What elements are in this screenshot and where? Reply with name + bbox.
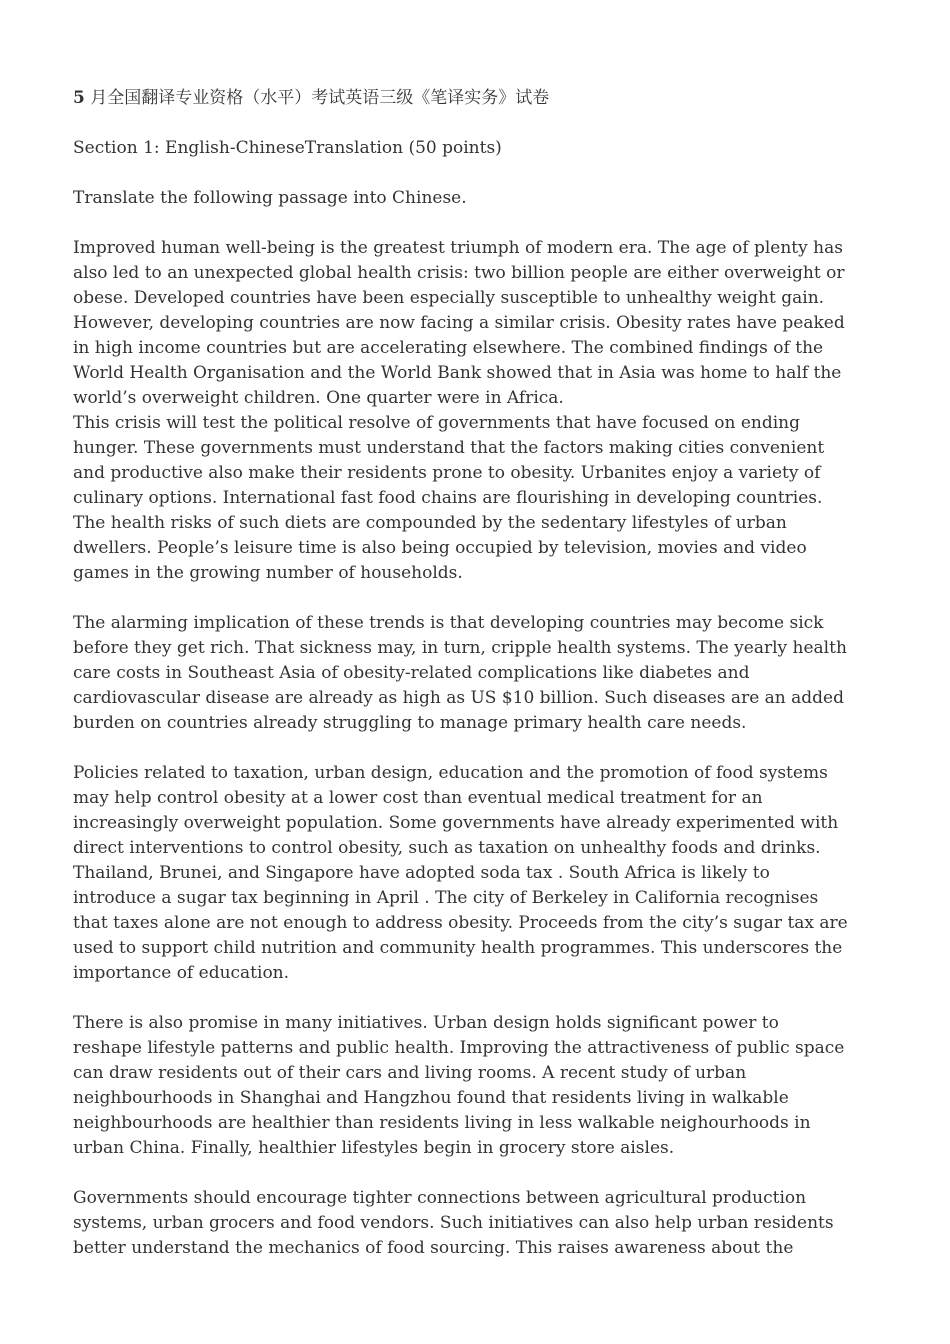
- spacer: [73, 1161, 881, 1186]
- paragraph-line: used to support child nutrition and community health programmes. This underscores the: [73, 938, 843, 958]
- passage: [73, 236, 881, 1261]
- paragraph-line: world’s overweight children. One quarter were in Africa.: [73, 388, 564, 408]
- paragraph-line: However, developing countries are now facing a similar crisis. Obesity rates have peaked: [73, 313, 845, 333]
- title-text: 月全国翻译专业资格（水平）考试英语三级《笔译实务》试卷: [90, 88, 550, 108]
- paragraph-line: reshape lifestyle patterns and public health. Improving the attractiveness of public space: [73, 1038, 845, 1058]
- paragraph-line: Governments should encourage tighter connections between agricultural production: [73, 1188, 807, 1208]
- paragraph-line: before they get rich. That sickness may, in turn, cripple health systems. The yearly health: [73, 638, 847, 658]
- paragraph-2: [73, 411, 881, 586]
- paragraph-line: Policies related to taxation, urban design, education and the promotion of food systems: [73, 763, 828, 783]
- paragraph-line: introduce a sugar tax beginning in April . The city of Berkeley in California recognises: [73, 888, 819, 908]
- paragraph-line: dwellers. People’s leisure time is also being occupied by television, movies and video: [73, 538, 807, 558]
- paragraph-line: There is also promise in many initiatives. Urban design holds significant power to: [73, 1013, 779, 1033]
- paragraph-line: The health risks of such diets are compounded by the sedentary lifestyles of urban: [73, 513, 787, 533]
- paragraph-line: systems, urban grocers and food vendors. Such initiatives can also help urban residents: [73, 1213, 834, 1233]
- paragraph-line: neighbourhoods are healthier than residents living in less walkable neighourhoods in: [73, 1113, 811, 1133]
- paragraph-line: increasingly overweight population. Some governments have already experimented with: [73, 813, 839, 833]
- paragraph-line: direct interventions to control obesity, such as taxation on unhealthy foods and drinks.: [73, 838, 821, 858]
- section-heading: Section 1: English-ChineseTranslation (50 points): [73, 138, 502, 158]
- paragraph-line: in high income countries but are accelerating elsewhere. The combined findings of the: [73, 338, 824, 358]
- paragraph-line: The alarming implication of these trends is that developing countries may become sick: [73, 613, 824, 633]
- paragraph-line: Improved human well-being is the greatest triumph of modern era. The age of plenty has: [73, 238, 843, 258]
- paragraph-3: [73, 611, 881, 736]
- paragraph-line: hunger. These governments must understand that the factors making cities convenient: [73, 438, 825, 458]
- paragraph-line: and productive also make their residents prone to obesity. Urbanites enjoy a variety of: [73, 463, 821, 483]
- spacer: [73, 161, 881, 186]
- spacer: [73, 586, 881, 611]
- paragraph-1: [73, 236, 881, 411]
- spacer: [73, 736, 881, 761]
- paragraph-line: burden on countries already struggling to manage primary health care needs.: [73, 713, 747, 733]
- paragraph-line: World Health Organisation and the World Bank showed that in Asia was home to half the: [73, 363, 842, 383]
- paragraph-line: games in the growing number of households.: [73, 563, 463, 583]
- document-page: [73, 86, 881, 1261]
- paragraph-line: importance of education.: [73, 963, 290, 983]
- paragraph-line: may help control obesity at a lower cost than eventual medical treatment for an: [73, 788, 763, 808]
- title-number: 5: [73, 88, 85, 108]
- paragraph-line: This crisis will test the political resolve of governments that have focused on ending: [73, 413, 800, 433]
- paragraph-line: care costs in Southeast Asia of obesity-related complications like diabetes and: [73, 663, 750, 683]
- instruction-text: Translate the following passage into Chinese.: [73, 188, 467, 208]
- paragraph-line: that taxes alone are not enough to address obesity. Proceeds from the city’s sugar tax are: [73, 913, 848, 933]
- paragraph-6: [73, 1186, 881, 1261]
- paragraph-line: cardiovascular disease are already as high as US $10 billion. Such diseases are an added: [73, 688, 844, 708]
- paragraph-line: also led to an unexpected global health crisis: two billion people are either overweight or: [73, 263, 845, 283]
- paragraph-line: can draw residents out of their cars and living rooms. A recent study of urban: [73, 1063, 747, 1083]
- paragraph-line: obese. Developed countries have been especially susceptible to unhealthy weight gain.: [73, 288, 825, 308]
- paragraph-line: neighbourhoods in Shanghai and Hangzhou found that residents living in walkable: [73, 1088, 789, 1108]
- paragraph-line: urban China. Finally, healthier lifestyles begin in grocery store aisles.: [73, 1138, 675, 1158]
- paragraph-5: [73, 1011, 881, 1161]
- paragraph-line: culinary options. International fast food chains are flourishing in developing countries.: [73, 488, 823, 508]
- document-title: [73, 86, 881, 111]
- paragraph-line: better understand the mechanics of food sourcing. This raises awareness about the: [73, 1238, 794, 1258]
- paragraph-line: Thailand, Brunei, and Singapore have adopted soda tax . South Africa is likely to: [73, 863, 770, 883]
- spacer: [73, 986, 881, 1011]
- spacer: [73, 211, 881, 236]
- paragraph-4: [73, 761, 881, 986]
